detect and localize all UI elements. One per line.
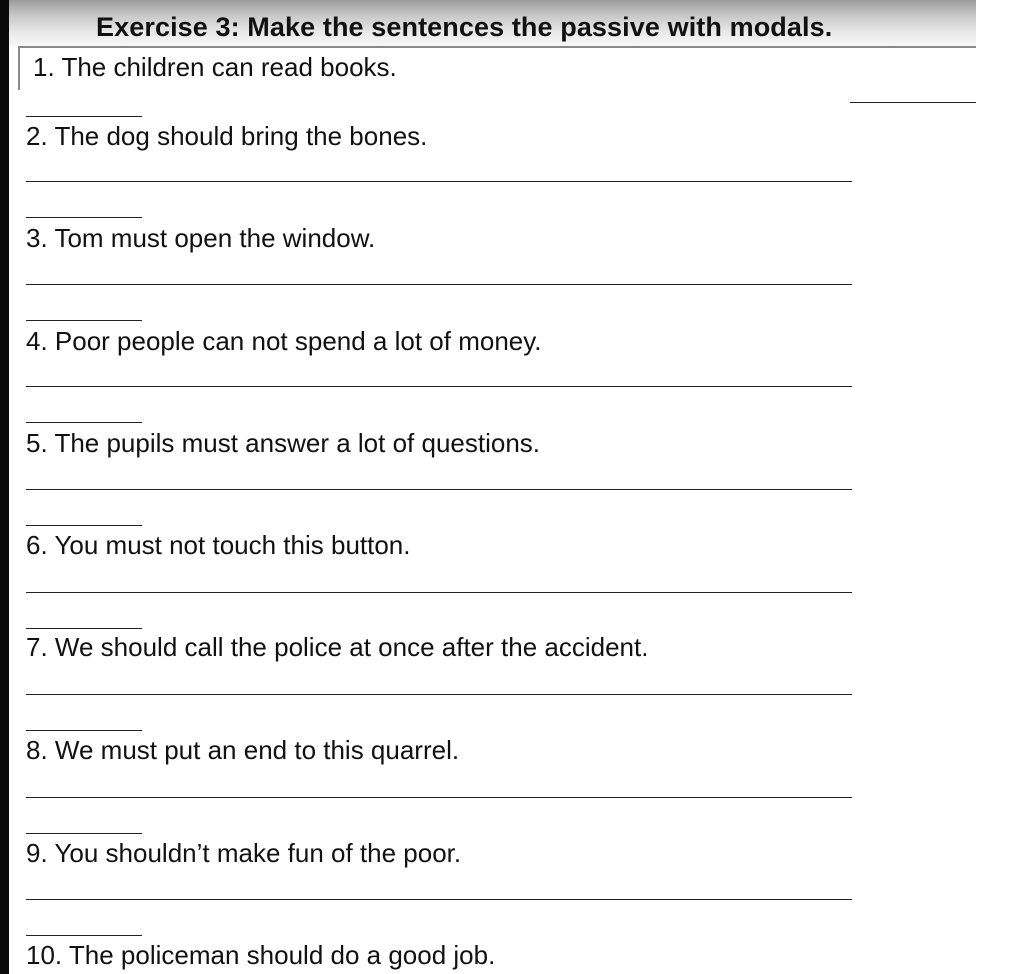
answer-line-3-short[interactable] [26,320,142,321]
answer-line-7-short[interactable] [26,730,142,731]
sentence-1: 1. The children can read books. [33,52,397,82]
sentence-9: 9. You shouldn’t make fun of the poor. [26,838,462,868]
left-page-edge [0,0,9,974]
answer-line-3[interactable] [26,284,852,285]
answer-line-1-short[interactable] [26,116,142,117]
sentence-3: 3. Tom must open the window. [26,223,376,253]
answer-line-9-short[interactable] [26,935,142,936]
answer-line-4-short[interactable] [26,422,142,423]
answer-line-5-short[interactable] [26,525,142,526]
sentence-7: 7. We should call the police at once after the accident. [26,632,649,662]
exercise-title: Exercise 3: Make the sentences the passive with modals. [96,12,833,42]
answer-line-5[interactable] [26,489,852,490]
answer-line-7[interactable] [26,694,852,695]
sentence-2: 2. The dog should bring the bones. [26,121,428,151]
answer-line-4[interactable] [26,386,852,387]
answer-line-1-right[interactable] [850,102,976,103]
answer-line-2[interactable] [26,181,852,182]
answer-line-8-short[interactable] [26,833,142,834]
answer-line-6[interactable] [26,592,852,593]
header-rule [18,46,976,48]
sentence-5: 5. The pupils must answer a lot of questions. [26,428,541,458]
answer-line-8[interactable] [26,797,852,798]
sentence-8: 8. We must put an end to this quarrel. [26,735,460,765]
answer-line-2-short[interactable] [26,217,142,218]
sentence-4: 4. Poor people can not spend a lot of money. [26,326,542,356]
sentence-10: 10. The policeman should do a good job. [26,940,496,970]
answer-line-6-short[interactable] [26,628,142,629]
box-left-rule [18,46,20,90]
sentence-6: 6. You must not touch this button. [26,530,411,560]
answer-line-9[interactable] [26,899,852,900]
